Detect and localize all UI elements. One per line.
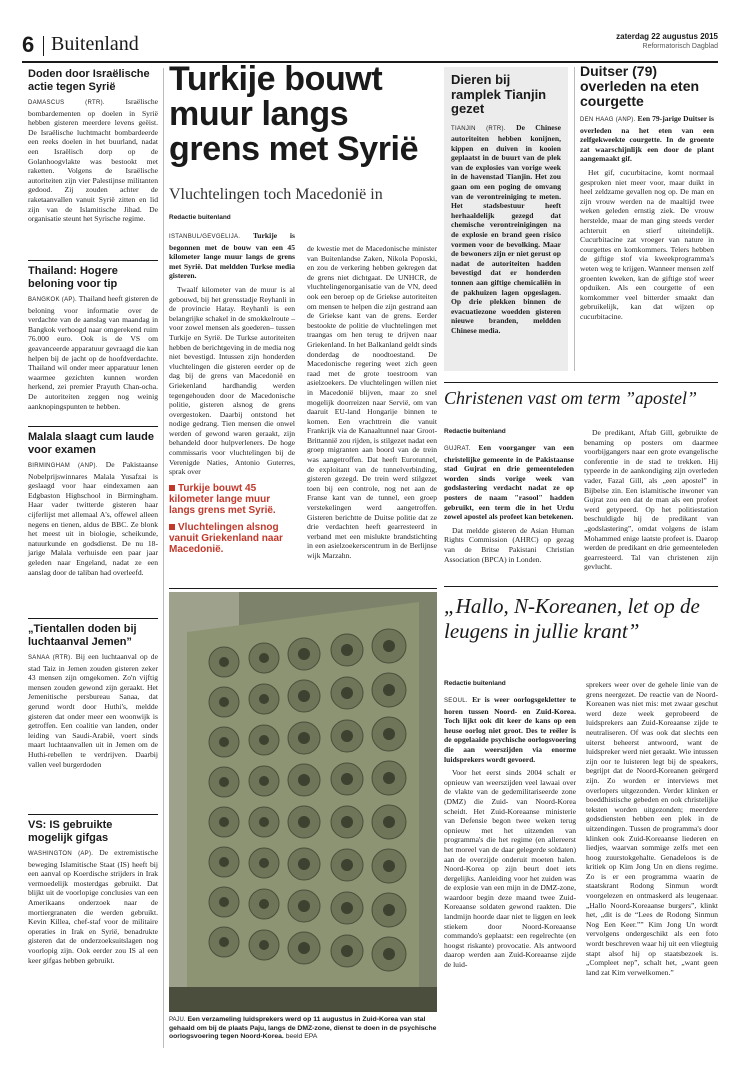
brief-headline: Malala slaagt cum laude voor examen [28, 431, 154, 456]
caption-text: Een verzameling luidsprekers werd op 11 augustus in Zuid-Korea van stal gehaald om bij de plaats Paju, langs de DMZ-zone, dienst te doen in de psychische oorlogsvoering tegen Noord-Korea. [169, 1016, 437, 1041]
left-column-divider [163, 68, 164, 1048]
apostel-lead-text: Een voorganger van een christelijke gemeente in de Pakistaanse stad Gujrat en drie gemeenteleden worden sinds vorige week van godslastering verdacht nadat ze op posters de naam "rasool" hadden gebruikt, een term die in het Urdu zowel apostel als profeet kan betekenen. [444, 443, 574, 522]
main-headline: Turkije bouwt muur langs grens met Syrië [169, 60, 419, 168]
korea-col-1 [444, 680, 576, 970]
related-link[interactable] [169, 483, 295, 516]
main-body-2: de kwestie met de Macedonische minister van Buitenlandse Zaken, Nikola Poposki, en zou de verkering hebben gekregen dat de grens niet dichtgaat. De UNHCR, de vluchtelingenorganisatie van de VN, deed ook een beroep op de Griekse autoriteiten om mensen te helpen die zijn gestrand aan de Griekse kant van de grens. Eerder bestookte de politie de vluchtelingen met traangas om hen terug te drijven naar Griekenland. In het Balkanland geldt sinds donderdag de noodtoestand. De Macedonische regering weet zich geen raad met de grote toestroom van asielzoekers. De vluchtelingen willen niet in Macedonië blijven, maar zo snel mogelijk doorreizen naar Servië, om van daaruit EU-land Hongarije binnen te komen. Een vrachttrein die vanuit Frankrijk via de Kanaaltunnel naar Groot-Brittannië zou rijden, is stilgezet nadat een groep migranten aan boord van de trein was aangetroffen. Dat heeft Eurotunnel, de exploitant van de tunnelverbinding, gisteren gezegd. De trein werd stilgezet toen bij een controle, nog net aan de Franse kant van de tunnel, een groep verstekelingen werd aangetroffen. Gisteren berichtte de Duitse politie dat ze drie verdachten heeft gearresteerd in verband met een mislukte brandstichting in een asielzoekerscentrum in de Berlijnse wijk Marzahn. [307, 244, 437, 560]
apostel-col-1 [444, 428, 574, 564]
brief-thailand [28, 265, 158, 411]
brief-body [28, 652, 158, 769]
brief-headline: VS: IS gebruikte mogelijk gifgas [28, 819, 113, 844]
main-body-1: Twaalf kilometer van de muur is al gebouwd, bij het grensstadje Reyhanli in de provincie Hatay. Reyhanli is een belangrijke schakel in de smokkelroute –voor zowel mensen als goederen– tussen Turkije en Syrië. De Turkse autoriteiten hebben de berichtgeving in de media nog niet bevestigd. Intussen zijn honderden vluchtelingen die gisteren eerder op de dag bij de grens van Macedonië en Griekenland hardhandig werden tegengehouden door de Macedonische politie, gisteren alsnog de grens overgestoken. Daarbij ontstond het nodige gedrang. Tien mensen die onwel werden of gewond waren geraakt, zijn behandeld door hulpverleners. De hoge commissaris voor vluchtelingen bij de Verenigde Naties, Antonio Guterres, sprak over [169, 284, 295, 477]
photo-top-rule [169, 588, 437, 589]
header-date: zaterdag 22 augustus 2015 [616, 32, 718, 41]
korea-credit: Redactie buitenland [444, 680, 506, 687]
tianjin-text: De Chinese autoriteiten hebben konijnen, kippen en duiven in kooien geplaatst in de buurt van de plek van de explosies van vorige week in de havenstad Tianjin. Het zou gaan om een poging de omvang van de verontreiniging te meten. Het stadsbestuur heeft herhaaldelijk gezegd dat chemische verontreinigingen na de explosie en brand geen risico vormen voor de bevolking. Maar de bewoners zijn er niet gerust op nadat de autoriteiten hadden bevestigd dat er honderden tonnen aan giftige chemicaliën in de pakhuizen lagen opgeslagen. Op drie plekken binnen de evacuatiezone woedden gisteren nieuwe branden, meldden Chinese media. [451, 122, 561, 335]
main-subhead: Vluchtelingen toch Macedonië in [169, 186, 383, 203]
brief-dateline: DAMASCUS (RTR). [28, 100, 105, 106]
apostel-body-1: Dat meldde gisteren de Asian Human Rights Commission (AHRC) op gezag van de Britse Pakistani Christian Association (BPCA) in Londen. [444, 525, 574, 564]
brief-jemen [28, 623, 158, 769]
brief-dateline: SANAA (RTR). [28, 655, 73, 661]
bullet-icon [169, 524, 175, 530]
brief-israel [28, 68, 158, 224]
brief-body [28, 848, 158, 965]
caption-dateline: PAJU. [169, 1017, 186, 1023]
main-col-2 [307, 244, 437, 561]
main-dateline: ISTANBUL/GEVGELIJA. [169, 234, 241, 240]
tianjin-headline: Dieren bij ramplek Tianjin gezet [451, 72, 547, 116]
brief-body [28, 97, 158, 224]
related-link[interactable] [169, 522, 295, 555]
apostel-dateline: GUJRAT. [444, 446, 471, 452]
tianjin-box [444, 67, 568, 371]
courgette-story [580, 64, 714, 374]
apostel-col-2 [584, 428, 718, 572]
photo-caption [169, 1016, 437, 1042]
korea-top-rule [444, 586, 718, 587]
brief-dateline: WASHINGTON (AP). [28, 851, 94, 857]
korea-body-2: sprekers weer over de gehele linie van de grens neergezet. De reactie van de Noord-Koreanen was niet mis: met zwaar geschut werd deze week geprobeerd de luidsprekers aan Zuid-Koreaanse zijde te neutraliseren. Of was ook dat slechts een uiterst beheerst antwoord, want de luidspreker werd niet geraakt. Wie intussen zijn oor te luisteren legt bij de speakers, begrijpt dat de Noord-Koreanen geërgerd zijn. Zo worden er interviews met overlopers uitgezonden. Verder klinken er boeddhistische gebeden en ook christelijke teksten worden uitgezonden; meerdere godsdiensten hebben een plek in de uitzendingen. Tussen de programma's door klinken ook Zuid-Koreaanse liederen en liedjes, waarvan sommige zelfs met een hoog zuurstokgehalte. Genadeloos is de kritiek op Kim Jong Un en diens regime. Zo is er een programma waarin de staatskrant Rodong Sinmun wordt voorgelezen en ontmaskerd als leugenaar. „Hallo Noord-Koreaanse burgers”, klinkt het, „dit is de “Lees de Rodong Sinmun Nog Een Keer.”” Kim Jong Un wordt vervolgens ondergeschikt als een foto wordt beschreven waar hij uit een vliegtuig stapt alsof hij op staatsbezoek is. „Compleet nep”, schalt het, „want geen land zat Kim verwelkomen.” [586, 680, 718, 977]
courgette-lead [580, 114, 714, 164]
loudspeaker-array-image [169, 592, 437, 1012]
brief-text: De Pakistaanse Nobelprijswinnares Malala Yusafzai is geslaagd voor haar eindexamen aan Edgbaston Highschool in Birmingham. Haar vader twitterde gisteren haar cijferlijst met allemaal A's, offewel alleen negens en tienen, aldus de BBC. Ze blonk het meest uit in biologie, scheikunde, natuurkunde en godsdienst. De nu 18-jarige Malala verhuisde een paar jaar geleden naar Engeland, nadat ze een aanslag door de taliban had overleefd. [28, 460, 158, 577]
brief-body [28, 460, 158, 577]
page-number: 6 [22, 32, 35, 57]
brief-gifgas [28, 819, 158, 965]
header-divider [43, 36, 44, 56]
main-lead-text: Turkije is begonnen met de bouw van een 45 kilometer lange muur langs de grens met Syrië. Dat meldden Turkse media gisteren. [169, 231, 295, 281]
tianjin-dateline: TIANJIN (RTR). [451, 125, 506, 132]
apostel-lead [444, 443, 574, 522]
korea-col-2 [586, 680, 718, 977]
brief-divider [28, 814, 158, 815]
brief-text: Bij een luchtaanval op de stad Taiz in Jemen zouden gisteren zeker 43 mensen zijn omgekomen. Zo'n vijftig mensen zouden gewond zijn geraakt. Het Jemenitische persbureau Sanaa, dat gerund wordt door Huthi's, meldde gisteren dat onder meer een woonwijk is getroffen. Een coalitie van landen, onder leiding van Saudi-Arabië, voert sinds maart luchtaanvallen uit in Jemen om de Huthi-rebellen te verdrijven. Daarbij vallen veel burgerdoden [28, 652, 158, 769]
korea-story [444, 594, 718, 1054]
photo-credit: beeld EPA [285, 1033, 318, 1041]
brief-headline: Doden door Israëlische actie tegen Syrië [28, 68, 150, 93]
main-lead [169, 231, 295, 281]
courgette-body: Het gif, cucurbitacine, komt normaal gesproken niet meer voor, maar duikt in heel zeldzame gevallen nog op. De man en zijn vrouw werden na de maaltijd twee weken geleden ernstig ziek. De vrouw herstelde, maar de man ging steeds verder achteruit en stierf uiteindelijk. Cucurbitacine zat vroeger van nature in courgettes en komkommers. Telers hebben de giftige stof via kweekprogramma's weten weg te krijgen. Wanneer mensen zelf groenten kweken, kan de giftige stof weer opduiken. Als een courgette of een komkommer veel bitterder smaakt dan gebruikelijk, kan dat wijzen op cucurbitacine. [580, 167, 714, 321]
apostel-credit: Redactie buitenland [444, 428, 506, 435]
courgette-dateline: DEN HAAG (ANP). [580, 117, 636, 123]
main-col-1 [169, 214, 295, 555]
left-briefs-column [28, 68, 158, 1048]
brief-divider [28, 426, 158, 427]
main-credit: Redactie buitenland [169, 214, 231, 221]
courgette-lead-text: Een 79-jarige Duitser is overleden na het eten van een zelfgekweekte courgette. In de groente zat waarschijnlijk een door de plant aangemaakt gif. [580, 114, 714, 164]
brief-text: Israëlische bombardementen op doelen in Syrië hebben gisteren meerdere levens geëist. De Israëlische luchtmacht bombardeerde een reeks doelen in het buurland, nadat een Israëlisch dorp op de Golanhoogvlakte was bestookt met raketten. Volgens de Israëlische autoriteiten zijn vier Palestijnse militanten gedood. Zij zouden achter de raketaanvallen vanuit Syrië zitten en lid zijn van de Islamitische Jihad. De organisatie steunt het Syrische regime. [28, 97, 158, 224]
brief-text: Thailand heeft gisteren de beloning voor informatie over de verdachte van de aanslag van maandag in Bangkok verhoogd naar omgerekend ruim 76.000 euro. Ook is de VS om geavanceerde apparatuur gevraagd die kan helpen bij de jacht op de hoofdverdachte. Thailand wil onder meer apparatuur lenen waarmee gezichten kunnen worden herkend, zei premier Prayuth Chan-ocha. De autoriteiten zeggen nog weinig aanknopingspunten te hebben. [28, 294, 158, 411]
korea-lead-text: Er is weer oorlogsgekletter te horen tussen Noord- en Zuid-Korea. Toch lijkt ook dit keer de kans op een heuse oorlog niet groot. Des te reëler is de opgelaaide psychische oorlogsvoering die aan weerszijden via enorme luidsprekers wordt gevoerd. [444, 695, 576, 764]
brief-headline: Thailand: Hogere beloning voor tip [28, 265, 118, 290]
brief-dateline: BIRMINGHAM (ANP). [28, 463, 98, 469]
apostel-top-rule [444, 382, 718, 383]
main-story [169, 62, 437, 582]
courgette-divider [574, 67, 575, 371]
apostel-headline: Christenen vast om term ”apostel” [444, 388, 698, 408]
apostel-story [444, 388, 718, 584]
speaker-photo [169, 592, 437, 1012]
brief-malala [28, 431, 158, 577]
brief-headline: „Tientallen doden bij luchtaanval Jemen” [28, 623, 137, 648]
brief-divider [28, 618, 158, 619]
tianjin-body [451, 123, 561, 336]
header-paper: Reformatorisch Dagblad [642, 43, 718, 50]
courgette-headline: Duitser (79) overleden na eten courgette [580, 63, 700, 109]
korea-dateline: SEOUL. [444, 698, 468, 704]
page-header [22, 30, 718, 60]
related-links [169, 483, 295, 555]
bullet-icon [169, 485, 175, 491]
brief-dateline: BANGKOK (AP). [28, 297, 77, 303]
korea-body-1: Voor het eerst sinds 2004 schalt er opnieuw van weerszijden veel lawaai over de vlakte van de gedemilitariseerde zone (DMZ) die Zuid- van Noord-Korea scheidt. Het Zuid-Koreaanse ministerie van Defensie begon twee weken terug opnieuw met het uitzenden van programma's die het regime (en allereerst het moreel van de daar gelegerde soldaten) aan de overzijde onderuit moeten halen. Noord-Korea op zijn beurt doet iets dergelijks. Aanleiding voor het zuiden was de explosie van een mijn in de DMZ-zone, waardoor begin deze maand twee Zuid-Koreaanse soldaten gewond raakten. Die landmijn hoorde daar niet te liggen en leek stiekem door Noord-Koreaanse commando's geplaatst: een regelrechte (en hoogst riskante) provocatie. Als antwoord daarop werden aan Zuid-Koreaanse zijde de luid- [444, 768, 576, 970]
related-link-text: Vluchtelingen alsnog vanuit Griekenland naar Macedonië. [169, 521, 283, 555]
apostel-body-2: De predikant, Aftab Gill, gebruikte de benaming op posters om daarmee voorbijgangers naar een grote evangelische conferentie in de stad te trekken. Hij typeerde in de aankondiging zijn overleden vader, Fazal Gill, als „een apostel” in Bijbelse zin. Een islamitische inwoner van Gujrat zou een dat de man als een profeet werd getypeerd. Op het politiestation beschuldigde hij de predikant van „godslastering”, omdat volgens de islam Mohammed enige laatste profeet is. Daarop werden de predikant en drie gemeenteleden gearresteerd. Tal van christenen zijn gevlucht. [584, 428, 718, 572]
brief-body [28, 294, 158, 411]
section-title: Buitenland [51, 33, 139, 55]
brief-text: De extremistische beweging Islamitische Staat (IS) heeft bij een aanval op Koerdische strijders in Irak vermoedelijk mosterdgas gebruikt. Dat blijkt uit de voorlopige conclusies van een Amerikaans onderzoek naar de mortiergranaten die werden gebruikt. Kevin Killea, chef-staf voor de militaire operaties in Irak en Syrië, benadrukte gisteren dat de onderzoeksuitslagen nog voorlopig zijn. Ook eerder zou IS al een keer gifgas hebben gebruikt. [28, 848, 158, 965]
related-link-text: Turkije bouwt 45 kilometer lange muur langs grens met Syrië. [169, 482, 276, 516]
korea-headline: „Hallo, N-Koreanen, let op de leugens in jullie krant” [444, 594, 700, 643]
korea-lead [444, 695, 576, 764]
brief-divider [28, 260, 158, 261]
